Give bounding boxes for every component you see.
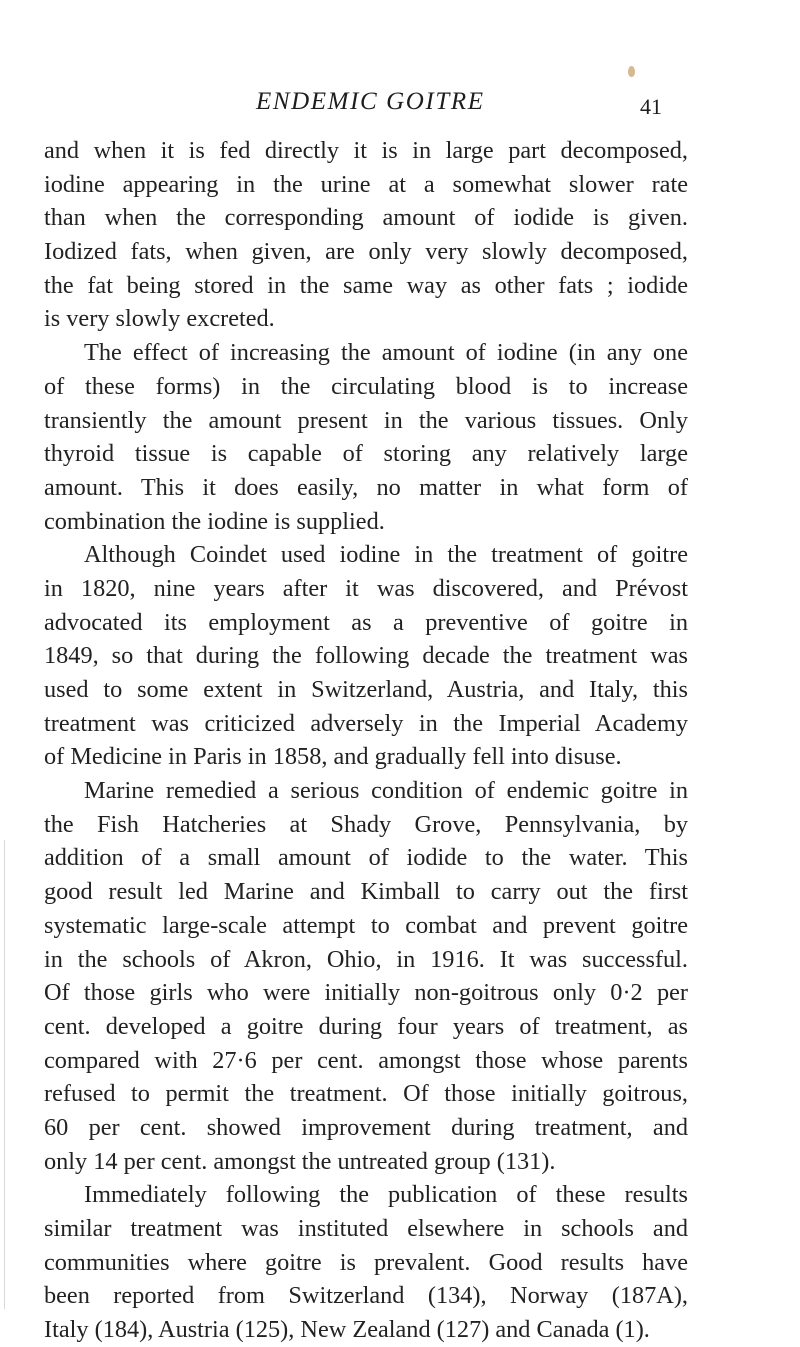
text-line: similar treatment was instituted elsewhere in schools and [44,1215,688,1242]
text-line: compared with 27·6 per cent. amongst those whose parents [44,1046,688,1074]
text-line: Marine remedied a serious condition of endemic goitre in [84,777,688,805]
page-number: 41 [640,94,662,119]
text-line: 60 per cent. showed improvement during treatment, and [44,1113,688,1141]
text-line: than when the corresponding amount of iodide is given. [44,204,688,232]
text-line: is very slowly excreted. [44,305,275,333]
text-line: the fat being stored in the same way as other fats ; iodide [44,271,688,299]
text-line: The effect of increasing the amount of iodine (in any one [84,339,688,367]
text-line: treatment was criticized adversely in the Imperial Academy [44,709,688,737]
text-line: iodine appearing in the urine at a somewhat slower rate [44,170,688,198]
text-line: the Fish Hatcheries at Shady Grove, Pennsylvania, by [44,810,688,838]
text-line: amount. This it does easily, no matter in what form of [44,473,688,501]
body-text [44,134,688,1347]
text-line: transiently the amount present in the various tissues. Only [44,406,688,434]
text-line: good result led Marine and Kimball to carry out the first [44,878,688,906]
paper-stain-mark [628,66,635,77]
text-line: combination the iodine is supplied. [44,507,385,535]
text-line: Italy (184), Austria (125), New Zealand (127) and Canada (1). [44,1316,650,1344]
text-line: communities where goitre is prevalent. Good results have [44,1248,688,1276]
text-line: Iodized fats, when given, are only very slowly decomposed, [44,238,688,266]
text-line: Although Coindet used iodine in the treatment of goitre [84,541,688,569]
text-line: cent. developed a goitre during four years of treatment, as [44,1012,688,1040]
text-line: in the schools of Akron, Ohio, in 1916. It was successful. [44,945,688,973]
text-line: used to some extent in Switzerland, Austria, and Italy, this [44,676,688,703]
text-line: and when it is fed directly it is in large part decomposed, [44,137,688,164]
text-line: Of those girls who were initially non-goitrous only 0·2 per [44,979,688,1007]
text-line: systematic large-scale attempt to combat and prevent goitre [44,911,688,939]
text-line: addition of a small amount of iodide to the water. This [44,844,688,872]
text-line: refused to permit the treatment. Of those initially goitrous, [44,1080,688,1108]
text-line: of Medicine in Paris in 1858, and gradually fell into disuse. [44,743,622,771]
text-line: of these forms) in the circulating blood is to increase [44,372,688,400]
text-line: Immediately following the publication of these results [84,1181,688,1209]
page-edge-shadow [4,840,5,1309]
text-line: thyroid tissue is capable of storing any relatively large [44,440,688,468]
text-line: in 1820, nine years after it was discovered, and Prévost [44,574,688,602]
text-line: been reported from Switzerland (134), Norway (187A), [44,1282,688,1310]
text-line: only 14 per cent. amongst the untreated group (131). [44,1147,556,1175]
text-line: 1849, so that during the following decade the treatment was [44,642,688,670]
running-head: ENDEMIC GOITRE [256,88,485,115]
text-line: advocated its employment as a preventive of goitre in [44,608,688,636]
